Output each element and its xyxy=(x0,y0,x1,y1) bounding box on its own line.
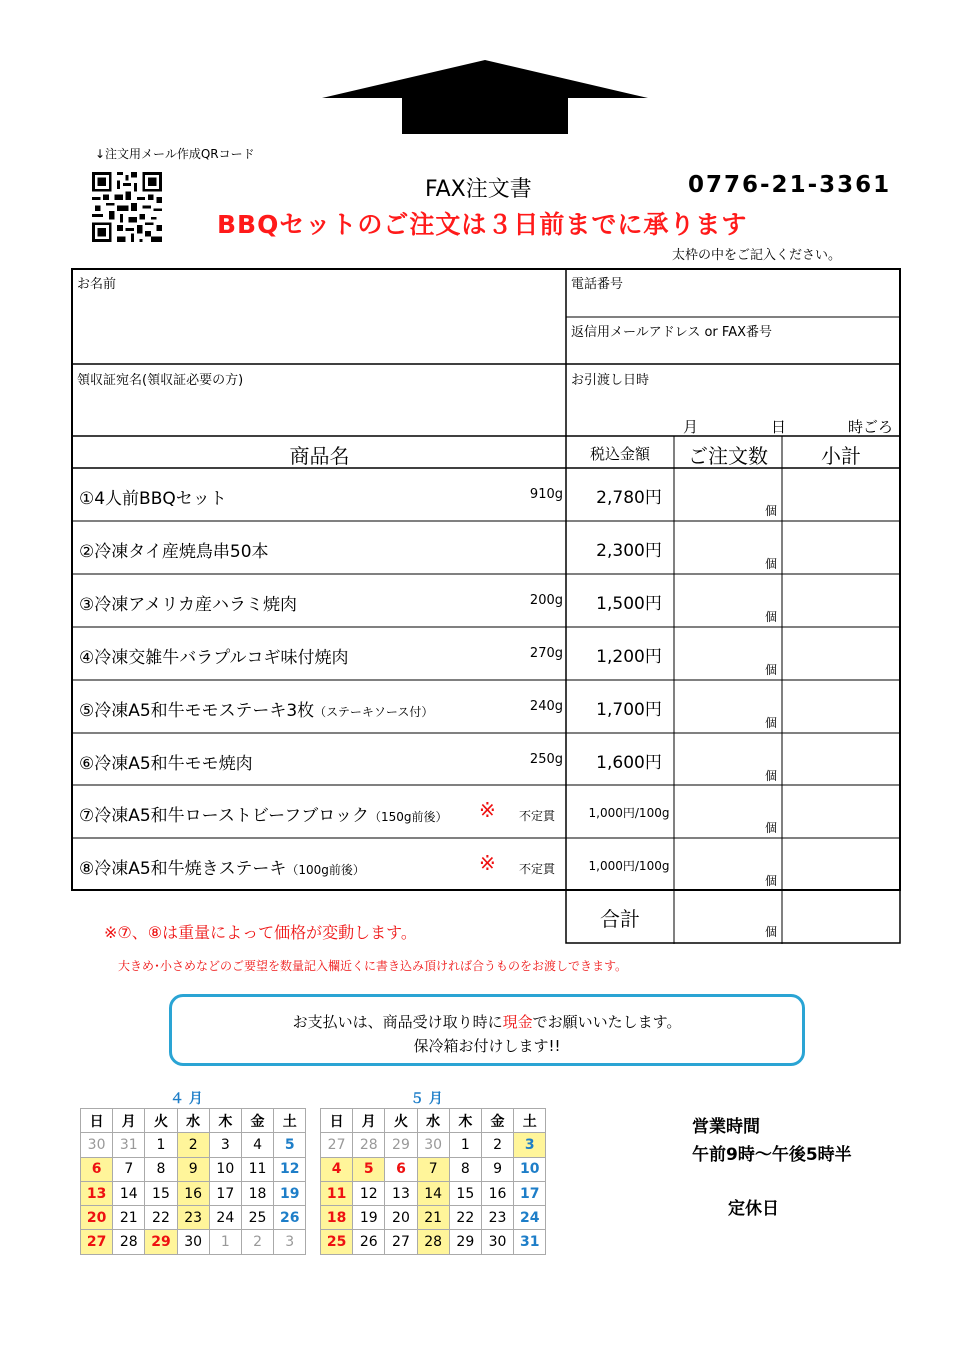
subtotal-field[interactable] xyxy=(783,839,899,890)
calendar-day: 8 xyxy=(145,1157,177,1181)
calendar-day: 21 xyxy=(113,1206,145,1230)
weekday-header: 月 xyxy=(353,1109,385,1133)
weekday-header: 火 xyxy=(145,1109,177,1133)
subtotal-field[interactable] xyxy=(783,575,899,626)
day-label: 日 xyxy=(771,418,787,436)
quantity-unit: 個 xyxy=(765,821,778,835)
product-price: 1,000円/100g xyxy=(588,806,670,820)
product-weight: 910g xyxy=(529,487,563,502)
calendar-day: 14 xyxy=(113,1181,145,1205)
product-name-note: （ステーキソース付） xyxy=(314,705,434,719)
product-price: 2,300円 xyxy=(596,541,662,561)
calendar-day: 4 xyxy=(321,1157,353,1181)
name-label: お名前 xyxy=(77,277,117,292)
quantity-unit: 個 xyxy=(765,663,778,677)
calendar-day: 24 xyxy=(514,1206,546,1230)
calendar-day: 5 xyxy=(274,1133,306,1157)
calendar-day: 21 xyxy=(417,1206,449,1230)
product-price: 1,500円 xyxy=(596,594,662,614)
calendar-day: 27 xyxy=(81,1230,113,1254)
quantity-unit: 個 xyxy=(765,610,778,624)
weekday-header: 金 xyxy=(481,1109,513,1133)
calendar-day: 10 xyxy=(209,1157,241,1181)
header-quantity: ご注文数 xyxy=(688,444,768,468)
calendar-day: 19 xyxy=(353,1206,385,1230)
payment-text-b: でお願いいたします。 xyxy=(532,1013,682,1031)
calendar-day: 4 xyxy=(241,1133,273,1157)
qr-code-icon[interactable] xyxy=(92,172,162,242)
calendar-day: 2 xyxy=(481,1133,513,1157)
calendar-day: 7 xyxy=(417,1157,449,1181)
calendar-day: 9 xyxy=(481,1157,513,1181)
calendar-day: 23 xyxy=(177,1206,209,1230)
calendar-day: 24 xyxy=(209,1206,241,1230)
calendar-day: 28 xyxy=(113,1230,145,1254)
calendar-day: 22 xyxy=(145,1206,177,1230)
calendar-day: 31 xyxy=(113,1133,145,1157)
calendar-day: 18 xyxy=(241,1181,273,1205)
qr-caption: ↓注文用メール作成QRコード xyxy=(95,147,255,161)
delivery-label: お引渡し日時 xyxy=(571,373,650,388)
calendar-day: 10 xyxy=(514,1157,546,1181)
quantity-unit: 個 xyxy=(765,769,778,783)
calendar-day: 27 xyxy=(385,1230,417,1254)
calendar-day: 2 xyxy=(177,1133,209,1157)
calendar-day: 1 xyxy=(209,1230,241,1254)
product-price: 1,000円/100g xyxy=(588,859,670,873)
page-title: FAX注文書 xyxy=(425,177,532,202)
calendar-day: 20 xyxy=(81,1206,113,1230)
product-weight: 200g xyxy=(529,593,563,608)
quantity-unit: 個 xyxy=(765,874,778,888)
product-name-text: ⑦冷凍A5和牛ローストビーフブロック xyxy=(79,806,369,826)
business-hours-title: 営業時間 xyxy=(692,1117,760,1137)
subtotal-field[interactable] xyxy=(783,469,899,520)
product-name xyxy=(79,749,253,774)
weekday-header: 日 xyxy=(321,1109,353,1133)
april-title: ４ 月 xyxy=(170,1091,203,1107)
calendar-day: 12 xyxy=(353,1181,385,1205)
april-calendar xyxy=(80,1108,306,1255)
product-name-text: ⑥冷凍A5和牛モモ焼肉 xyxy=(79,754,253,774)
weekday-header: 火 xyxy=(385,1109,417,1133)
receipt-field[interactable] xyxy=(73,388,563,434)
delivery-field[interactable] xyxy=(568,388,898,434)
phone-label: 電話番号 xyxy=(571,277,624,292)
product-weight: 250g xyxy=(529,752,563,767)
may-title: ５ 月 xyxy=(410,1091,443,1107)
calendar-day: 18 xyxy=(321,1206,353,1230)
bbq-notice: BBQセットのご注文は３日前までに承ります xyxy=(217,210,748,239)
weekday-header: 金 xyxy=(241,1109,273,1133)
calendar-day: 29 xyxy=(449,1230,481,1254)
quantity-unit: 個 xyxy=(765,557,778,571)
subtotal-field[interactable] xyxy=(783,522,899,573)
calendar-day: 30 xyxy=(177,1230,209,1254)
calendar-day: 14 xyxy=(417,1181,449,1205)
product-name-text: ②冷凍タイ産焼鳥串50本 xyxy=(79,542,269,562)
calendar-day: 15 xyxy=(449,1181,481,1205)
weekday-header: 土 xyxy=(514,1109,546,1133)
product-weight: 240g xyxy=(529,699,563,714)
product-name-text: ⑤冷凍A5和牛モモステーキ3枚 xyxy=(79,701,315,721)
order-form xyxy=(71,268,901,944)
calendar-day: 8 xyxy=(449,1157,481,1181)
fill-note: 太枠の中をご記入ください。 xyxy=(672,248,842,263)
calendar-day: 3 xyxy=(514,1133,546,1157)
product-name-text: ⑧冷凍A5和牛焼きステーキ xyxy=(79,859,287,879)
header-subtotal: 小計 xyxy=(821,444,861,468)
product-name xyxy=(79,854,365,879)
calendar-day: 17 xyxy=(514,1181,546,1205)
calendar-day: 1 xyxy=(449,1133,481,1157)
total-unit: 個 xyxy=(765,925,778,939)
calendar-day: 25 xyxy=(321,1230,353,1254)
payment-box xyxy=(169,994,805,1066)
product-name xyxy=(79,801,448,826)
product-name-note: （100g前後） xyxy=(286,863,365,877)
payment-cash: 現金 xyxy=(502,1013,533,1031)
calendar-day: 25 xyxy=(241,1206,273,1230)
weekday-header: 木 xyxy=(449,1109,481,1133)
quantity-unit: 個 xyxy=(765,716,778,730)
product-price: 1,700円 xyxy=(596,700,662,720)
phone-field[interactable] xyxy=(568,290,898,316)
weekday-header: 月 xyxy=(113,1109,145,1133)
product-price: 2,780円 xyxy=(596,488,662,508)
calendar-day: 30 xyxy=(81,1133,113,1157)
calendar-day: 3 xyxy=(274,1230,306,1254)
calendar-day: 20 xyxy=(385,1206,417,1230)
receipt-label: 領収証宛名(領収証必要の方) xyxy=(77,373,244,388)
calendar-day: 9 xyxy=(177,1157,209,1181)
calendar-day: 15 xyxy=(145,1181,177,1205)
weekday-header: 水 xyxy=(417,1109,449,1133)
calendar-day: 16 xyxy=(177,1181,209,1205)
calendar-day: 17 xyxy=(209,1181,241,1205)
calendar-day: 28 xyxy=(353,1133,385,1157)
calendar-day: 22 xyxy=(449,1206,481,1230)
calendar-day: 31 xyxy=(514,1230,546,1254)
subtotal-field[interactable] xyxy=(783,734,899,785)
calendar-day: 27 xyxy=(321,1133,353,1157)
calendar-day: 19 xyxy=(274,1181,306,1205)
up-arrow-icon xyxy=(320,58,650,138)
product-price: 1,200円 xyxy=(596,647,662,667)
email-label: 返信用メールアドレス or FAX番号 xyxy=(571,325,772,340)
quantity-unit: 個 xyxy=(765,504,778,518)
calendar-day: 29 xyxy=(145,1230,177,1254)
calendar-day: 30 xyxy=(417,1133,449,1157)
calendar-day: 2 xyxy=(241,1230,273,1254)
product-name xyxy=(79,537,269,562)
calendar-day: 1 xyxy=(145,1133,177,1157)
header-price: 税込金額 xyxy=(589,445,650,463)
calendar-day: 12 xyxy=(274,1157,306,1181)
product-name-text: ①4人前BBQセット xyxy=(79,489,227,509)
calendar-day: 16 xyxy=(481,1181,513,1205)
calendar-day: 13 xyxy=(81,1181,113,1205)
calendar-day: 11 xyxy=(321,1181,353,1205)
closed-day-title: 定休日 xyxy=(728,1199,779,1219)
calendar-day: 30 xyxy=(481,1230,513,1254)
product-name xyxy=(79,696,433,721)
variable-weight-label: 不定貫 xyxy=(519,862,556,876)
business-hours-value: 午前9時～午後5時半 xyxy=(692,1145,852,1165)
product-name xyxy=(79,590,297,615)
calendar-day: 28 xyxy=(417,1230,449,1254)
product-name xyxy=(79,484,227,509)
month-label: 月 xyxy=(683,418,699,436)
product-weight: 270g xyxy=(529,646,563,661)
price-note: ※⑦、⑧は重量によって価格が変動します。 xyxy=(104,923,417,942)
weekday-header: 土 xyxy=(274,1109,306,1133)
payment-text-a: お支払いは、商品受け取り時に xyxy=(292,1013,503,1031)
name-field[interactable] xyxy=(73,292,563,362)
subtotal-field[interactable] xyxy=(783,628,899,679)
calendar-day: 3 xyxy=(209,1133,241,1157)
subtotal-field[interactable] xyxy=(783,681,899,732)
weekday-header: 日 xyxy=(81,1109,113,1133)
email-field[interactable] xyxy=(568,338,898,363)
product-name-text: ③冷凍アメリカ産ハラミ焼肉 xyxy=(79,595,298,615)
variable-mark: ※ xyxy=(479,851,496,875)
product-name-text: ④冷凍交雑牛バラプルコギ味付焼肉 xyxy=(79,648,349,668)
calendar-day: 11 xyxy=(241,1157,273,1181)
product-price: 1,600円 xyxy=(596,753,662,773)
payment-line-1 xyxy=(172,1011,802,1032)
calendar-day: 7 xyxy=(113,1157,145,1181)
product-name-note: （150g前後） xyxy=(368,810,448,824)
variable-mark: ※ xyxy=(479,798,496,822)
total-label: 合計 xyxy=(600,907,640,931)
calendar-day: 6 xyxy=(385,1157,417,1181)
calendar-day: 6 xyxy=(81,1157,113,1181)
size-note: 大きめ･小さめなどのご要望を数量記入欄近くに書き込み頂ければ合うものをお渡しできます。 xyxy=(118,959,628,973)
subtotal-field[interactable] xyxy=(783,786,899,837)
calendar-day: 23 xyxy=(481,1206,513,1230)
variable-weight-label: 不定貫 xyxy=(519,809,556,823)
header-product: 商品名 xyxy=(289,444,350,468)
calendar-day: 26 xyxy=(274,1206,306,1230)
payment-line-2: 保冷箱お付けします!! xyxy=(413,1037,561,1055)
time-label: 時ごろ xyxy=(848,418,894,436)
weekday-header: 水 xyxy=(177,1109,209,1133)
may-calendar xyxy=(320,1108,546,1255)
product-name xyxy=(79,643,349,668)
calendar-day: 26 xyxy=(353,1230,385,1254)
calendar-day: 5 xyxy=(353,1157,385,1181)
calendar-day: 13 xyxy=(385,1181,417,1205)
fax-number: 0776-21-3361 xyxy=(688,172,892,198)
calendar-day: 29 xyxy=(385,1133,417,1157)
total-subtotal-field[interactable] xyxy=(783,891,899,943)
weekday-header: 木 xyxy=(209,1109,241,1133)
